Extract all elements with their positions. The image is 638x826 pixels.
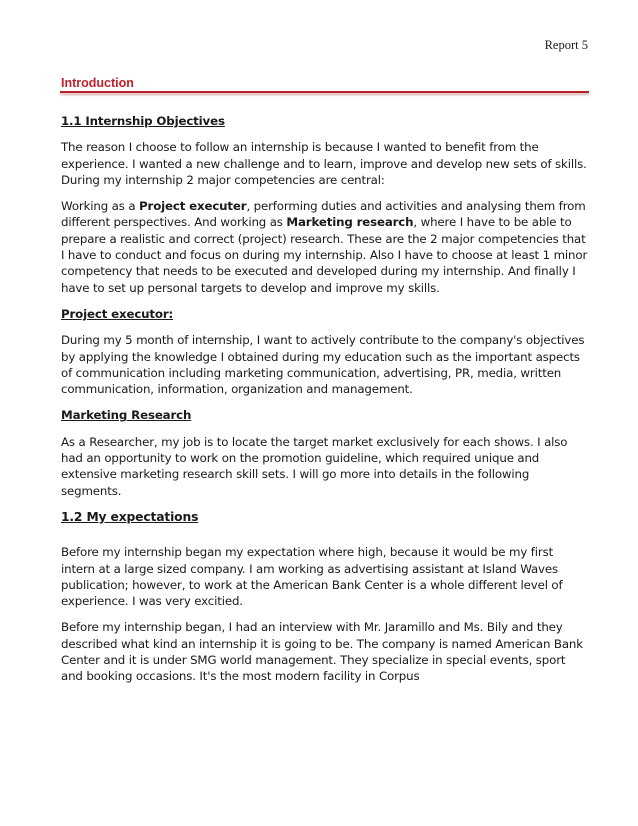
page-header: Report 5 [544, 38, 588, 52]
section-title: Introduction [61, 76, 134, 90]
bold-project-executer: Project executer [139, 199, 247, 214]
paragraph-objectives-2 [61, 198, 589, 296]
bold-marketing-research: Marketing research [286, 215, 414, 230]
heading-marketing-research: Marketing Research [61, 408, 192, 423]
paragraph-objectives-1: The reason I choose to follow an internship is because I wanted to benefit from the experience. I wanted a new challenge and to learn, improve and develop new sets of skills. During my internship 2 major competencies are central: [61, 140, 587, 187]
paragraph-expectations-2: Before my internship began, I had an interview with Mr. Jaramillo and Ms. Bily and they described what kind an internship it is going to be. The company is named American Bank Center and it is under SMG world management. They specialize in special events, sport and booking occasions. It's the most modern facility in Corpus [61, 620, 583, 684]
text-span: , where I have to be able to prepare a realistic and correct (project) research. These are the 2 major competencies that I have to conduct and focus on during my internship. Also I have to choose at least 1 minor competency that needs to be executed and developed during my internship. And finally I have to set up personal targets to develop and improve my skills. [61, 215, 588, 295]
text-span: , performing duties and activities and analysing them from different perspectives. And working as [61, 199, 586, 230]
paragraph-marketing-research: As a Researcher, my job is to locate the target market exclusively for each shows. I also had an opportunity to work on the promotion guideline, which required unique and extensive marketing research skill sets. I will go more into details in the following segments. [61, 434, 568, 498]
paragraph-project-executor: During my 5 month of internship, I want to actively contribute to the company's objectives by applying the knowledge I obtained during my education such as the important aspects of communication including marketing communication, advertising, PR, media, written communication, information, organization and management. [61, 333, 585, 397]
heading-project-executor: Project executor: [61, 306, 174, 321]
heading-internship-objectives: 1.1 Internship Objectives [61, 114, 225, 128]
paragraph-expectations-1: Before my internship began my expectation where high, because it would be my first intern at a large sized company. I am working as advertising assistant at Island Waves publication; however, to work at the American Bank Center is a whole different level of experience. I was very excitied. [61, 545, 563, 609]
header-rule [60, 91, 589, 93]
text-span: Working as a [61, 199, 140, 214]
heading-my-expectations: 1.2 My expectations [61, 509, 199, 524]
document-body [61, 113, 589, 695]
